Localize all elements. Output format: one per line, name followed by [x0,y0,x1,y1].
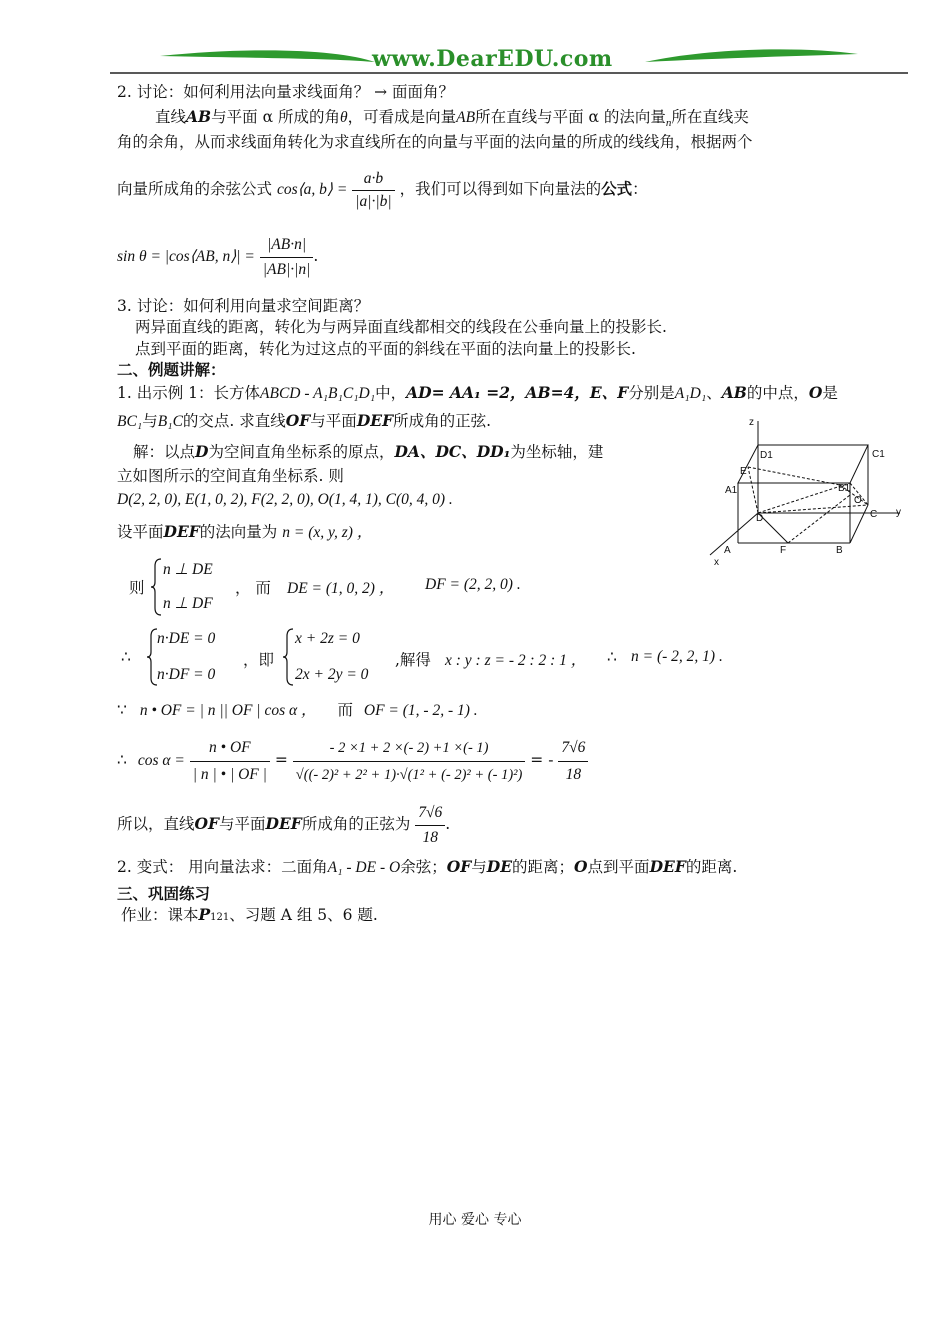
fig-label-O: O [854,495,862,506]
solution-coordinates: D(2, 2, 0), E(1, 0, 2), F(2, 2, 0), O(1, 4, 1), C(0, 4, 0) . [117,491,453,508]
conclusion-fraction: $\frac{7√6}{18}$ [415,801,445,850]
header-banner [110,40,910,76]
fig-label-y: y [896,507,901,518]
section-2-heading: 二、例题讲解： [117,360,226,379]
example-1-line2: BC₁与B₁C的交点. 求直线OF与平面DEF所成角的正弦. [117,411,492,430]
cos-fraction-1: $\frac{n • OF}{| n | • | OF |}$ [190,735,270,788]
section-3-heading: 三、巩固练习 [117,884,211,903]
fig-label-z: z [749,417,754,428]
discussion-2-title: 2. 讨论：如何利用法向量求线面角？ → 面面角？ [117,83,455,101]
homework-line: 作业：课本P121、习题 A 组 5、6 题. [121,905,378,924]
cosine-formula-line: 向量所成角的余弦公式 cos⟨a, b⟩ = $\frac{a\cdot b}{|a|\cdot|b|}$ ，我们可以得到如下向量法的公式： [117,160,648,218]
discussion-3-title: 3. 讨论：如何利用向量求空间距离？ [117,297,370,315]
fig-label-C: C [870,509,878,520]
cos-fraction-3: $\frac{7√6}{18}$ [558,735,588,788]
variant-line: 2. 变式： 用向量法求：二面角A₁ - DE - O余弦；OF与DE的距离；O点到平面DEF的距离. [117,857,738,876]
page-footer: 用心 爱心 专心 [428,1212,522,1228]
because-line: ∵ n • OF = | n || OF | cos α ， 而 OF = (1, - 2, - 1) . [117,701,478,719]
discussion-2-para-line1: 直线AB与平面 α 所成的角θ，可看成是向量AB所在直线与平面 α 的法向量$_n$所在直线夹 [155,107,749,129]
fig-label-A: A [724,545,731,556]
normal-vector-setup: 设平面DEF的法向量为 n = (x, y, z) ， [117,522,373,541]
cuboid-figure [700,415,910,570]
cos-alpha-computation: ∴ cos α = $\frac{n • OF}{| n | • | OF |}$ = $\frac{- 2 \times 1 + 2 \times(- 2) +1 \times(- 1)}{\text{√((- 2)² + 2² + 1)·√(1² + (- 2)² + (- 1)²)}}$ = - $\frac{7√6}{18}$ [117,730,757,790]
fig-label-D: D [756,513,764,524]
example-1-line1: 1. 出示例 1：长方体ABCD - A₁B₁C₁D₁中，AD= AA₁ =2，AB=4，E、F分别是A₁D₁、AB的中点，O是 [117,383,838,402]
fig-label-E: E [740,466,747,477]
dot-product-system: ∴ n·DE = 0 n·DF = 0 ，即 x + 2z = 0 2x + 2y = 0 ,解得 x : y : z = - 2 : 2 : 1 ， ∴ n = (- 2, 2, 1) . [117,626,777,690]
cosine-formula-lhs: cos⟨a, b⟩ = [276,181,348,198]
fig-label-D1: D1 [760,450,773,461]
cosine-formula-fraction: $\frac{a\cdot b}{|a|\cdot|b|}$ [352,168,394,213]
discussion-2-para-line2: 角的余角，从而求线面角转化为求直线所在的向量与平面的法向量的所成的线线角，根据两个 [117,133,753,151]
vector-ab: AB [456,109,476,126]
discussion-3-skew-lines: 两异面直线的距离，转化为与两异面直线都相交的线段在公垂向量上的投影长. [135,318,667,336]
brace-graphic [151,558,163,616]
discussion-3-point-plane: 点到平面的距离，转化为过这点的平面的斜线在平面的法向量上的投影长. [135,340,636,358]
site-logo: www.DearEDU.com [372,46,613,72]
conclusion-line: 所以，直线OF与平面DEF所成角的正弦为 $\frac{7√6}{18}$ . [117,796,450,852]
fig-label-B: B [836,545,843,556]
perpendicular-system: 则 n ⊥ DE n ⊥ DF ， 而 DE = (1, 0, 2) ， DF = (2, 2, 0) . [117,556,777,618]
fig-label-C1: C1 [872,449,885,460]
sine-formula-line: sin θ = |cos⟨AB, n⟩| = $\frac{|AB\cdot n|}{|AB|\cdot|n|}$ . [117,226,318,286]
sine-formula-fraction: $\frac{|AB\cdot n|}{|AB|\cdot|n|}$ [260,233,314,282]
sine-formula-lhs: sin θ = |cos⟨AB, n⟩| = [117,248,255,265]
solution-line1: 解：以点D为空间直角坐标系的原点，DA、DC、DD₁为坐标轴，建 [133,442,604,461]
fig-label-x: x [714,557,719,568]
fig-label-F: F [780,545,787,556]
solution-line2: 立如图所示的空间直角坐标系. 则 [117,467,344,485]
fig-label-B1: B1 [838,483,851,494]
fig-label-A1: A1 [725,485,738,496]
brace-graphic [283,628,295,686]
cos-fraction-2: $\frac{- 2 \times 1 + 2 \times(- 2) +1 \times(- 1)}{\text{√((- 2)² + 2² + 1)·√(1² + (- 2)² + (- 1)²)}}$ [293,735,526,788]
